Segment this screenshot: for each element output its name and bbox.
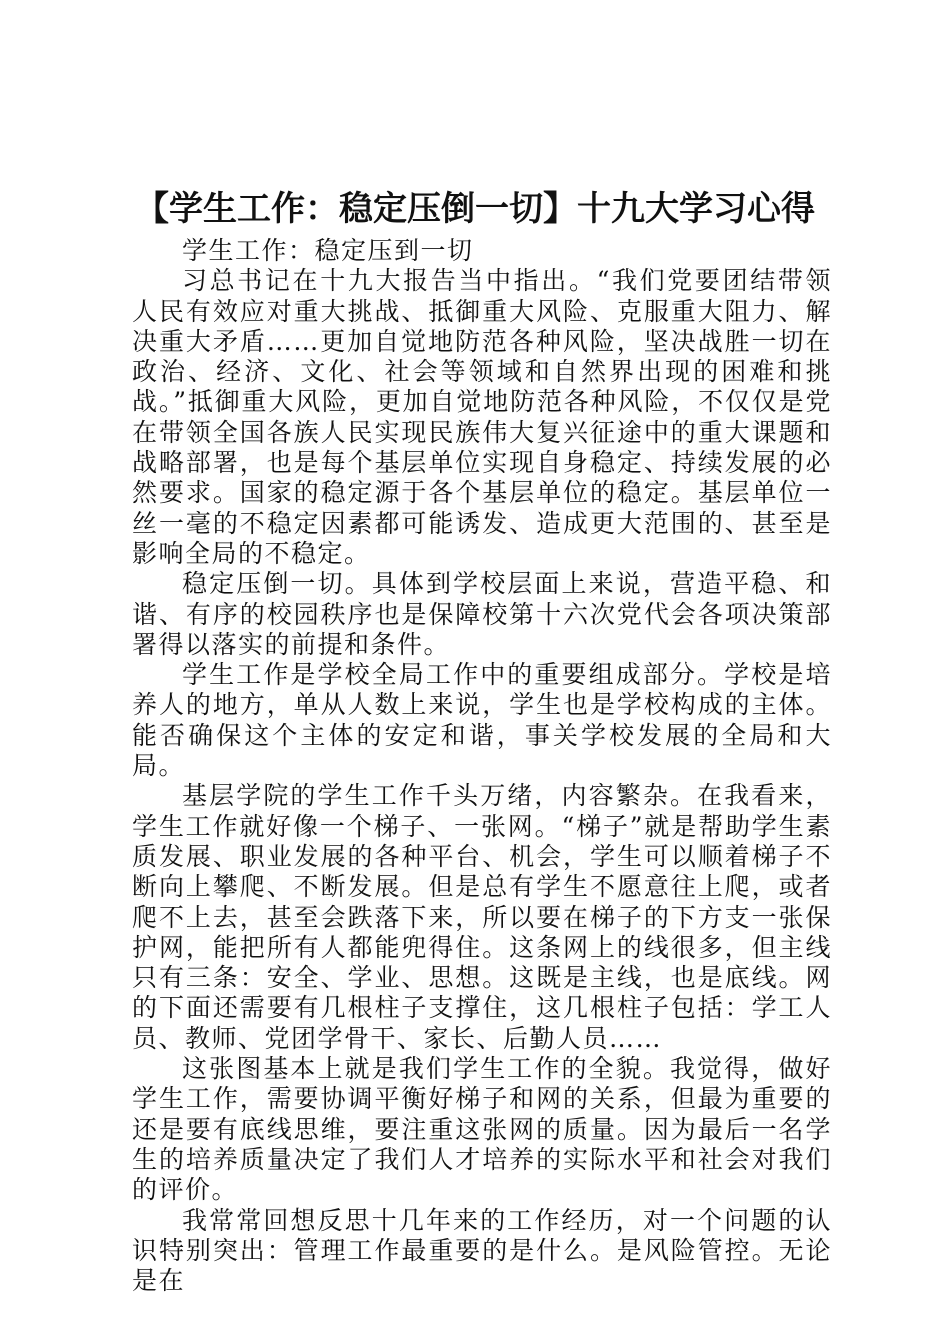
paragraph: 习总书记在十九大报告当中指出。“我们党要团结带领人民有效应对重大挑战、抵御重大风险、克服重大阻力、解决重大矛盾……更加自觉地防范各种风险，坚决战胜一切在政治、经济、文化、社会等领域和自然界出现的困难和挑战。”抵御重大风险，更加自觉地防范各种风险，不仅仅是党在带领全国各族人民实现民族伟大复兴征途中的重大课题和战略部署，也是每个基层单位实现自身稳定、持续发展的必然要求。国家的稳定源于各个基层单位的稳定。基层单位一丝一毫的不稳定因素都可能诱发、造成更大范围的、甚至是影响全局的不稳定。 [132,266,832,568]
paragraph: 稳定压倒一切。具体到学校层面上来说，营造平稳、和谐、有序的校园秩序也是保障校第十六次党代会各项决策部署得以落实的前提和条件。 [132,569,832,659]
paragraph: 学生工作是学校全局工作中的重要组成部分。学校是培养人的地方，单从人数上来说，学生也是学校构成的主体。能否确保这个主体的安定和谐，事关学校发展的全局和大局。 [132,660,832,781]
paragraph: 基层学院的学生工作千头万绪，内容繁杂。在我看来，学生工作就好像一个梯子、一张网。“梯子”就是帮助学生素质发展、职业发展的各种平台、机会，学生可以顺着梯子不断向上攀爬、不断发展。但是总有学生不愿意往上爬，或者爬不上去，甚至会跌落下来，所以要在梯子的下方支一张保护网，能把所有人都能兜得住。这条网上的线很多，但主线只有三条：安全、学业、思想。这既是主线，也是底线。网的下面还需要有几根柱子支撑住，这几根柱子包括：学工人员、教师、党团学骨干、家长、后勤人员…… [132,781,832,1053]
paragraph: 这张图基本上就是我们学生工作的全貌。我觉得，做好学生工作，需要协调平衡好梯子和网的关系，但最为重要的还是要有底线思维，要注重这张网的质量。因为最后一名学生的培养质量决定了我们人才培养的实际水平和社会对我们的评价。 [132,1054,832,1205]
document-body [132,236,832,1296]
paragraph: 我常常回想反思十几年来的工作经历，对一个问题的认识特别突出：管理工作最重要的是什么。是风险管控。无论是在 [132,1205,832,1296]
document-subtitle: 学生工作：稳定压到一切 [182,236,474,265]
document-title: 【学生工作：稳定压倒一切】十九大学习心得 [135,189,815,229]
